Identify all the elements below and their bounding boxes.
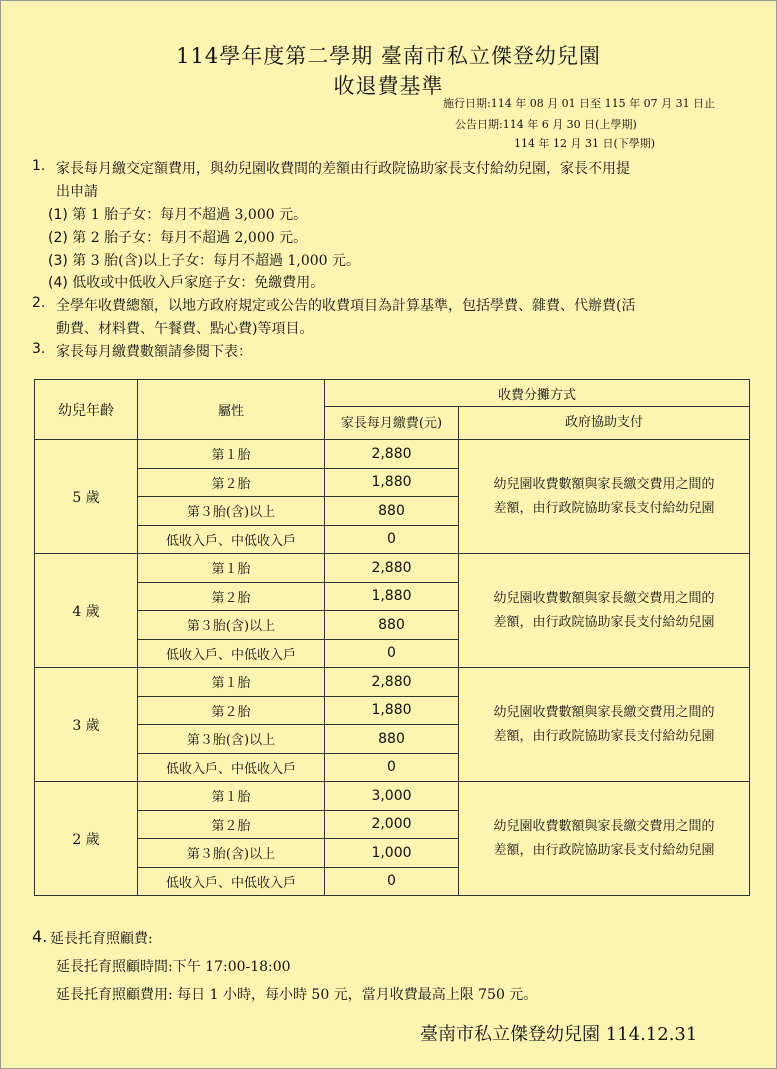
age-cell: 4 歲 bbox=[35, 554, 138, 668]
parent-fee-cell: 3,000 bbox=[325, 782, 459, 811]
item2-text-cont: 動費、材料費、午餐費、點心費)等項目。 bbox=[56, 321, 314, 337]
item3-text: 家長每月繳費數額請參閱下表： bbox=[56, 344, 252, 360]
government-pays-cell bbox=[459, 668, 750, 782]
item1-number: 1. bbox=[32, 158, 46, 174]
parent-fee-cell: 0 bbox=[325, 867, 459, 896]
parent-fee-cell: 2,000 bbox=[325, 810, 459, 839]
table-row bbox=[35, 554, 750, 583]
attribute-cell: 低收入戶、中低收入戶 bbox=[138, 525, 325, 554]
effective-date: 施行日期:114 年 08 月 01 日至 115 年 07 月 31 日止 bbox=[443, 97, 716, 110]
gov-text-line2: 差額，由行政院協助家長支付給幼兒園 bbox=[493, 728, 715, 744]
government-pays-cell bbox=[459, 440, 750, 554]
gov-text-line2: 差額，由行政院協助家長支付給幼兒園 bbox=[493, 500, 715, 516]
attribute-cell: 低收入戶、中低收入戶 bbox=[138, 639, 325, 668]
parent-fee-cell: 880 bbox=[325, 497, 459, 526]
document-subtitle: 收退費基準 bbox=[333, 74, 444, 98]
attribute-cell: 第１胎 bbox=[138, 440, 325, 469]
age-cell: 3 歲 bbox=[35, 668, 138, 782]
attribute-cell: 低收入戶、中低收入戶 bbox=[138, 753, 325, 782]
extended-care-fee: 延長托育照顧費用: 每日 1 小時，每小時 50 元，當月收費最高上限 750 元。 bbox=[56, 987, 538, 1003]
item2-text: 全學年收費總額，以地方政府規定或公告的收費項目為計算基準，包括學費、雜費、代辦費(活 bbox=[56, 298, 636, 314]
attribute-cell: 第１胎 bbox=[138, 782, 325, 811]
age-cell: 5 歲 bbox=[35, 440, 138, 554]
attribute-cell: 第３胎(含)以上 bbox=[138, 611, 325, 640]
parent-fee-cell: 2,880 bbox=[325, 668, 459, 697]
item4-title: 延長托育照顧費: bbox=[50, 931, 153, 947]
gov-text-line1: 幼兒園收費數額與家長繳交費用之間的 bbox=[493, 704, 715, 720]
item1-sub2: (2) 第 2 胎子女：每月不超過 2,000 元。 bbox=[48, 230, 308, 246]
parent-fee-cell: 880 bbox=[325, 611, 459, 640]
announce-date-second: 114 年 12 月 31 日(下學期) bbox=[514, 137, 656, 150]
header-age: 幼兒年齡 bbox=[35, 380, 138, 440]
attribute-cell: 第１胎 bbox=[138, 668, 325, 697]
attribute-cell: 第２胎 bbox=[138, 468, 325, 497]
parent-fee-cell: 2,880 bbox=[325, 554, 459, 583]
table-row bbox=[35, 782, 750, 811]
gov-text-line2: 差額，由行政院協助家長支付給幼兒園 bbox=[493, 614, 715, 630]
parent-fee-cell: 1,880 bbox=[325, 696, 459, 725]
announce-date-first: 公告日期:114 年 6 月 30 日(上學期) bbox=[455, 118, 637, 131]
gov-text-line1: 幼兒園收費數額與家長繳交費用之間的 bbox=[493, 476, 715, 492]
government-pays-cell bbox=[459, 782, 750, 896]
parent-fee-cell: 0 bbox=[325, 753, 459, 782]
header-government-pays: 政府協助支付 bbox=[459, 407, 750, 440]
parent-fee-cell: 0 bbox=[325, 525, 459, 554]
fee-table bbox=[34, 379, 750, 896]
attribute-cell: 第３胎(含)以上 bbox=[138, 497, 325, 526]
attribute-cell: 第１胎 bbox=[138, 554, 325, 583]
attribute-cell: 第２胎 bbox=[138, 582, 325, 611]
parent-fee-cell: 1,880 bbox=[325, 468, 459, 497]
government-pays-cell bbox=[459, 554, 750, 668]
header-attribute: 屬性 bbox=[138, 380, 325, 440]
item1-text-cont: 出申請 bbox=[56, 184, 98, 200]
attribute-cell: 第２胎 bbox=[138, 696, 325, 725]
signature: 臺南市私立傑登幼兒園 114.12.31 bbox=[420, 1024, 698, 1045]
gov-text-line1: 幼兒園收費數額與家長繳交費用之間的 bbox=[493, 818, 715, 834]
parent-fee-cell: 880 bbox=[325, 725, 459, 754]
parent-fee-cell: 2,880 bbox=[325, 440, 459, 469]
extended-care-time: 延長托育照顧時間:下午 17:00-18:00 bbox=[56, 959, 291, 975]
item1-text: 家長每月繳交定額費用，與幼兒園收費間的差額由行政院協助家長支付給幼兒園，家長不用提 bbox=[56, 161, 630, 177]
item2-number: 2. bbox=[32, 295, 46, 311]
header-parent-fee: 家長每月繳費(元) bbox=[325, 407, 459, 440]
item3-number: 3. bbox=[32, 341, 46, 357]
header-payment-method: 收費分攤方式 bbox=[325, 380, 750, 407]
item4-number: 4. bbox=[32, 927, 48, 946]
item1-sub3: (3) 第 3 胎(含)以上子女：每月不超過 1,000 元。 bbox=[48, 253, 361, 269]
parent-fee-cell: 0 bbox=[325, 639, 459, 668]
document-title: 114學年度第二學期 臺南市私立傑登幼兒園 bbox=[176, 44, 601, 68]
gov-text-line1: 幼兒園收費數額與家長繳交費用之間的 bbox=[493, 590, 715, 606]
attribute-cell: 低收入戶、中低收入戶 bbox=[138, 867, 325, 896]
item1-sub1: (1) 第 1 胎子女：每月不超過 3,000 元。 bbox=[48, 207, 308, 223]
attribute-cell: 第２胎 bbox=[138, 810, 325, 839]
item1-sub4: (4) 低收或中低收入戶家庭子女：免繳費用。 bbox=[48, 275, 325, 291]
parent-fee-cell: 1,880 bbox=[325, 582, 459, 611]
gov-text-line2: 差額，由行政院協助家長支付給幼兒園 bbox=[493, 842, 715, 858]
table-row bbox=[35, 668, 750, 697]
parent-fee-cell: 1,000 bbox=[325, 839, 459, 868]
age-cell: 2 歲 bbox=[35, 782, 138, 896]
attribute-cell: 第３胎(含)以上 bbox=[138, 725, 325, 754]
table-row bbox=[35, 440, 750, 469]
attribute-cell: 第３胎(含)以上 bbox=[138, 839, 325, 868]
